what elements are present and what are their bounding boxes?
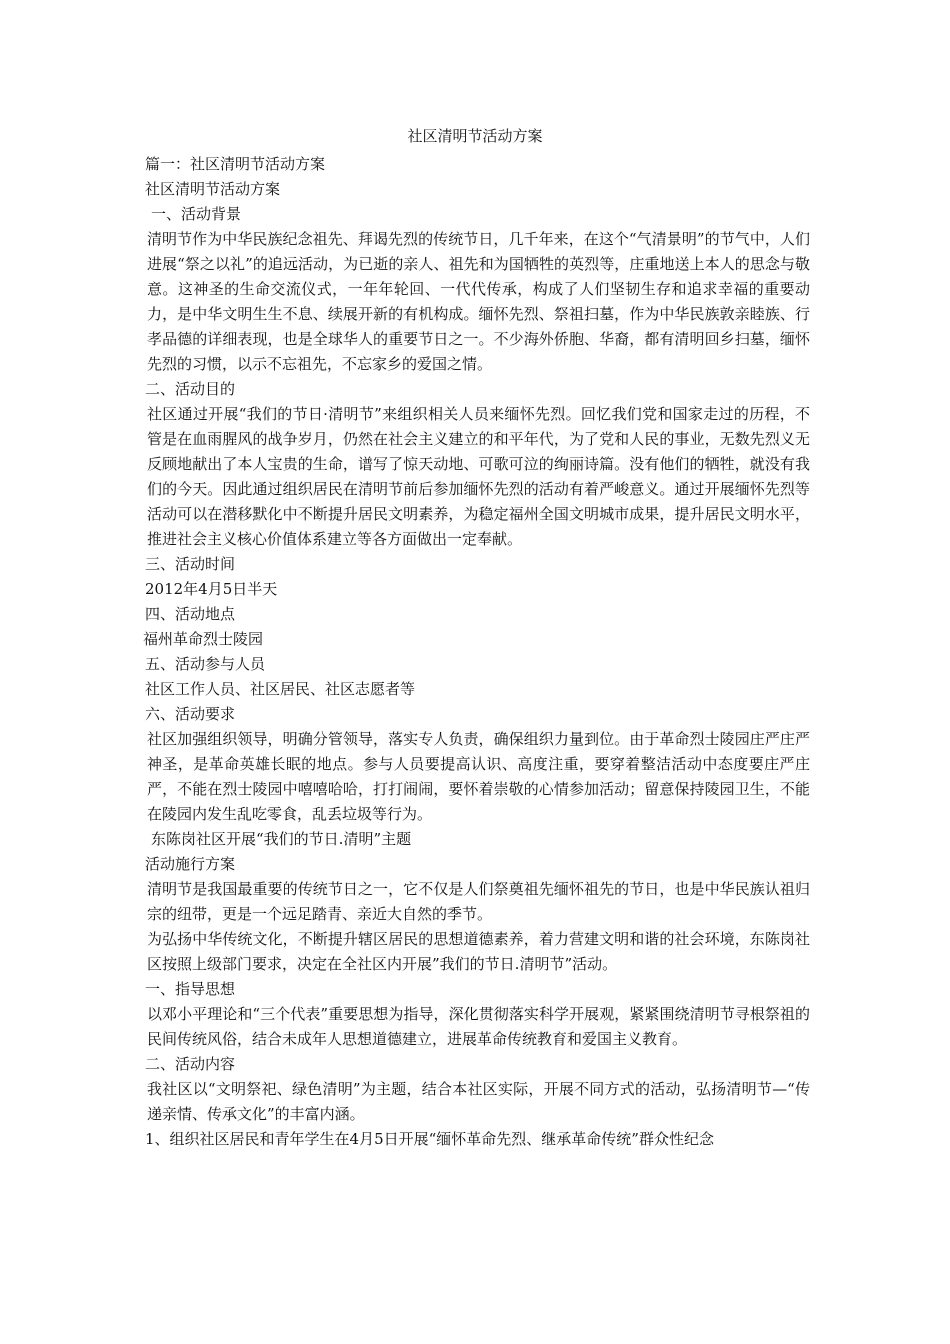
heading-time: 三、活动时间 — [145, 555, 236, 573]
heading-activity-content: 二、活动内容 — [145, 1055, 236, 1073]
text-participants: 社区工作人员、社区居民、社区志愿者等 — [145, 680, 416, 698]
paragraph-guiding-ideology: 以邓小平理论和“三个代表”重要思想为指导，深化贯彻落实科学开展观，紧紧围绕清明节寻根祭祖的民间传统风俗，结合未成年人思想道德建立，进展革命传统教育和爱国主义教育。 — [147, 1005, 810, 1048]
paragraph-decision: 为弘扬中华传统文化，不断提升辖区居民的思想道德素养，着力营建文明和谐的社会环境，东陈岗社区按照上级部门要求，决定在全社区内开展”我们的节日.清明节”活动。 — [147, 930, 810, 973]
document-title: 社区清明节活动方案 — [407, 127, 543, 145]
chapter-heading: 篇一：社区清明节活动方案 — [145, 155, 326, 173]
section-title: 社区清明节活动方案 — [145, 180, 281, 198]
document-body — [145, 152, 810, 1152]
heading-purpose: 二、活动目的 — [145, 380, 236, 398]
paragraph-background: 清明节作为中华民族纪念祖先、拜谒先烈的传统节日，几千年来，在这个“气清景明”的节气中，人们进展“祭之以礼”的追远活动，为已逝的亲人、祖先和为国牺牲的英烈等，庄重地送上本人的思念与敬意。这神圣的生命交流仪式，一年年轮回、一代代传承，构成了人们坚韧生存和追求幸福的重要动力，是中华文明生生不息、续展开新的有机构成。缅怀先烈、祭祖扫墓，作为中华民族敦亲睦族、行孝品德的详细表现，也是全球华人的重要节日之一。不少海外侨胞、华裔，都有清明回乡扫墓，缅怀先烈的习惯，以示不忘祖先，不忘家乡的爱国之情。 — [147, 230, 810, 373]
list-item-1: 1、组织社区居民和青年学生在4月5日开展“缅怀革命先烈、继承革命传统”群众性纪念 — [145, 1130, 714, 1148]
heading-requirements: 六、活动要求 — [145, 705, 236, 723]
paragraph-requirements: 社区加强组织领导，明确分管领导，落实专人负责，确保组织力量到位。由于革命烈士陵园庄严庄严神圣，是革命英雄长眠的地点。参与人员要提高认识、高度注重，要穿着整洁活动中态度要庄严庄严，不能在烈士陵园中嘻嘻哈哈，打打闹闹，要怀着崇敬的心情参加活动；留意保持陵园卫生，不能在陵园内发生乱吃零食，乱丢垃圾等行为。 — [147, 730, 810, 823]
paragraph-purpose: 社区通过开展“我们的节日·清明节”来组织相关人员来缅怀先烈。回忆我们党和国家走过的历程，不管是在血雨腥风的战争岁月，仍然在社会主义建立的和平年代，为了党和人民的事业，无数先烈义无反顾地献出了本人宝贵的生命，谱写了惊天动地、可歌可泣的绚丽诗篇。没有他们的牺牲，就没有我们的今天。因此通过组织居民在清明节前后参加缅怀先烈的活动有着严峻意义。通过开展缅怀先烈等活动可以在潜移默化中不断提升居民文明素养，为稳定福州全国文明城市成果，提升居民文明水平，推进社会主义核心价值体系建立等各方面做出一定奉献。 — [147, 405, 810, 548]
heading-location: 四、活动地点 — [145, 605, 236, 623]
subtitle-plan: 活动施行方案 — [145, 855, 236, 873]
paragraph-intro: 清明节是我国最重要的传统节日之一，它不仅是人们祭奠祖先缅怀祖先的节日，也是中华民族认祖归宗的纽带，更是一个远足踏青、亲近大自然的季节。 — [147, 880, 810, 923]
heading-background: 一、活动背景 — [151, 205, 242, 223]
subtitle-theme: 东陈岗社区开展“我们的节日.清明”主题 — [151, 830, 412, 848]
text-time: 2012年4月5日半天 — [145, 580, 278, 598]
text-location: 福州革命烈士陵园 — [143, 630, 264, 648]
heading-guiding-ideology: 一、指导思想 — [145, 980, 236, 998]
heading-participants: 五、活动参与人员 — [145, 655, 266, 673]
paragraph-activity-content: 我社区以“文明祭祀、绿色清明”为主题，结合本社区实际，开展不同方式的活动，弘扬清明节—“传递亲情、传承文化”的丰富内涵。 — [147, 1080, 810, 1123]
